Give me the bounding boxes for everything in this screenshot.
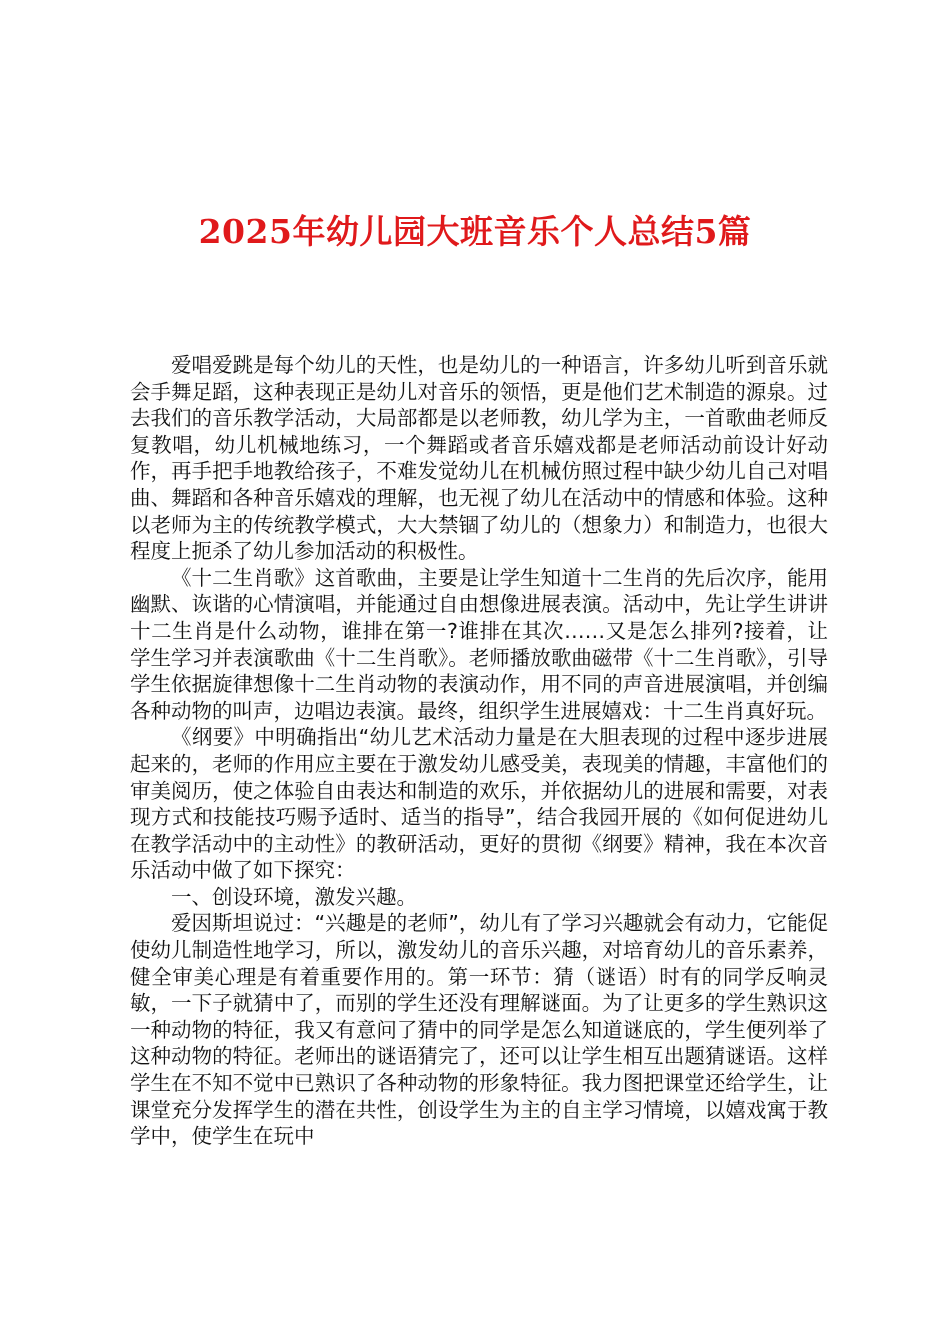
document-body (130, 352, 828, 1150)
paragraph: 爱唱爱跳是每个幼儿的天性，也是幼儿的一种语言，许多幼儿听到音乐就会手舞足蹈，这种表现正是幼儿对音乐的领悟，更是他们艺术制造的源泉。过去我们的音乐教学活动，大局部都是以老师教，幼儿学为主，一首歌曲老师反复教唱，幼儿机械地练习，一个舞蹈或者音乐嬉戏都是老师活动前设计好动作，再手把手地教给孩子，不难发觉幼儿在机械仿照过程中缺少幼儿自己对唱曲、舞蹈和各种音乐嬉戏的理解，也无视了幼儿在活动中的情感和体验。这种以老师为主的传统教学模式，大大禁锢了幼儿的（想象力）和制造力，也很大程度上扼杀了幼儿参加活动的积极性。 (130, 353, 828, 564)
section-heading: 一、创设环境，激发兴趣。 (171, 884, 417, 909)
paragraph: 《纲要》中明确指出“幼儿艺术活动力量是在大胆表现的过程中逐步进展起来的，老师的作用应主要在于激发幼儿感受美，表现美的情趣，丰富他们的审美阅历，使之体验自由表达和制造的欢乐，并依据幼儿的进展和需要，对表现方式和技能技巧赐予适时、适当的指导”，结合我园开展的《如何促进幼儿在教学活动中的主动性》的教研活动，更好的贯彻《纲要》精神，我在本次音乐活动中做了如下探究： (130, 725, 828, 883)
paragraph: 《十二生肖歌》这首歌曲，主要是让学生知道十二生肖的先后次序，能用幽默、诙谐的心情演唱，并能通过自由想像进展表演。活动中，先让学生讲讲十二生肖是什么动物，谁排在第一?谁排在其次……又是怎么排列?接着，让学生学习并表演歌曲《十二生肖歌》。老师播放歌曲磁带《十二生肖歌》，引导学生依据旋律想像十二生肖动物的表演动作，用不同的声音进展演唱，并创编各种动物的叫声，边唱边表演。最终，组织学生进展嬉戏：十二生肖真好玩。 (130, 565, 828, 723)
paragraph: 爱因斯坦说过：“兴趣是的老师”，幼儿有了学习兴趣就会有动力，它能促使幼儿制造性地学习，所以，激发幼儿的音乐兴趣，对培育幼儿的音乐素养，健全审美心理是有着重要作用的。第一环节：猜（谜语）时有的同学反响灵敏，一下子就猜中了，而别的学生还没有理解谜面。为了让更多的学生熟识这一种动物的特征，我又有意问了猜中的同学是怎么知道谜底的，学生便列举了这种动物的特征。老师出的谜语猜完了，还可以让学生相互出题猜谜语。这样学生在不知不觉中已熟识了各种动物的形象特征。我力图把课堂还给学生，让课堂充分发挥学生的潜在共性，创设学生为主的自主学习情境，以嬉戏寓于教学中，使学生在玩中 (130, 911, 828, 1149)
document-title: 2025年幼儿园大班音乐个人总结5篇 (198, 212, 752, 251)
